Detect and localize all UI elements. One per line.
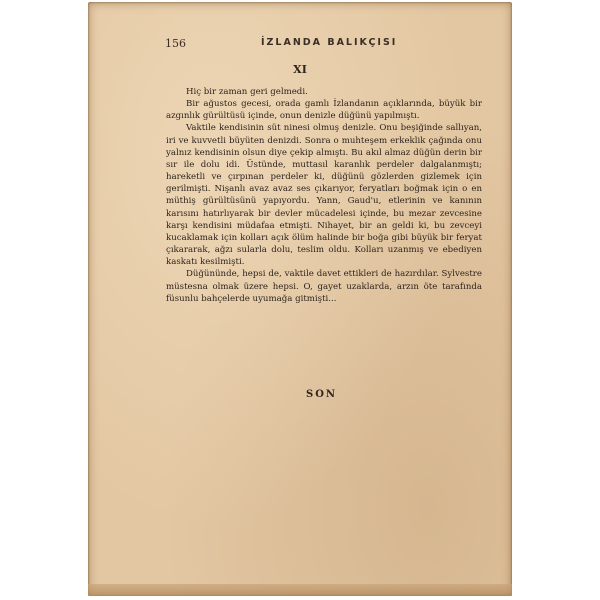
the-end-mark: SON: [306, 389, 338, 400]
page-number: 156: [165, 37, 186, 50]
chapter-heading: XI: [293, 63, 307, 76]
page-header: [165, 37, 495, 51]
paragraph: Vaktile kendisinin süt ninesi olmuş denizle. Onu beşiğinde sallıyan, iri ve kuvvetli büyüten denizdi. Sonra o muhteşem erkeklik çağında onu yalnız kendisinin olsun diye çekip almıştı. Bu akıl almaz düğün derin bir sır ile dolu idi. Üstünde, muttasıl karanlık perdeler dalgalanmıştı; hareketli ve çırpınan perdeler ki, düğünü gözlerden gizlemek için gerilmişti. Nişanlı avaz avaz ses çıkarıyor, feryatları boğmak için o en müthiş gürültüsünü yapıyordu. Yann, Gaud'u, etlerinin ve kanının karısını hatırlıyarak bir devler mücadelesi içinde, bu mezar zevcesine karşı kendisini müdafaa etmişti. Nihayet, bir an geldi ki, bu zevceyi kucaklamak için kolları açık ölüm halinde bir boğa gibi büyük bir feryat çıkararak, ağzı sularla dolu, teslim oldu. Kolları uzanmış ve ebediyen kaskatı kesilmişti.: [166, 123, 482, 268]
page-bottom-edge: [88, 584, 512, 596]
paragraph: Bir ağustos gecesi, orada gamlı İzlandanın açıklarında, büyük bir azgınlık gürültüsü içinde, onun denizle düğünü yapılmıştı.: [166, 99, 482, 122]
chapter-body: [166, 86, 482, 305]
running-title: İZLANDA BALIKÇISI: [261, 37, 398, 48]
paragraph: Düğününde, hepsi de, vaktile davet ettikleri de hazırdılar. Sylvestre müstesna olmak üzere hepsi. O, gayet uzaklarda, arzın öte tarafında füsunlu bahçelerde uyumağa gitmişti...: [166, 269, 482, 304]
paragraph: Hiç bir zaman geri gelmedi.: [186, 87, 308, 97]
